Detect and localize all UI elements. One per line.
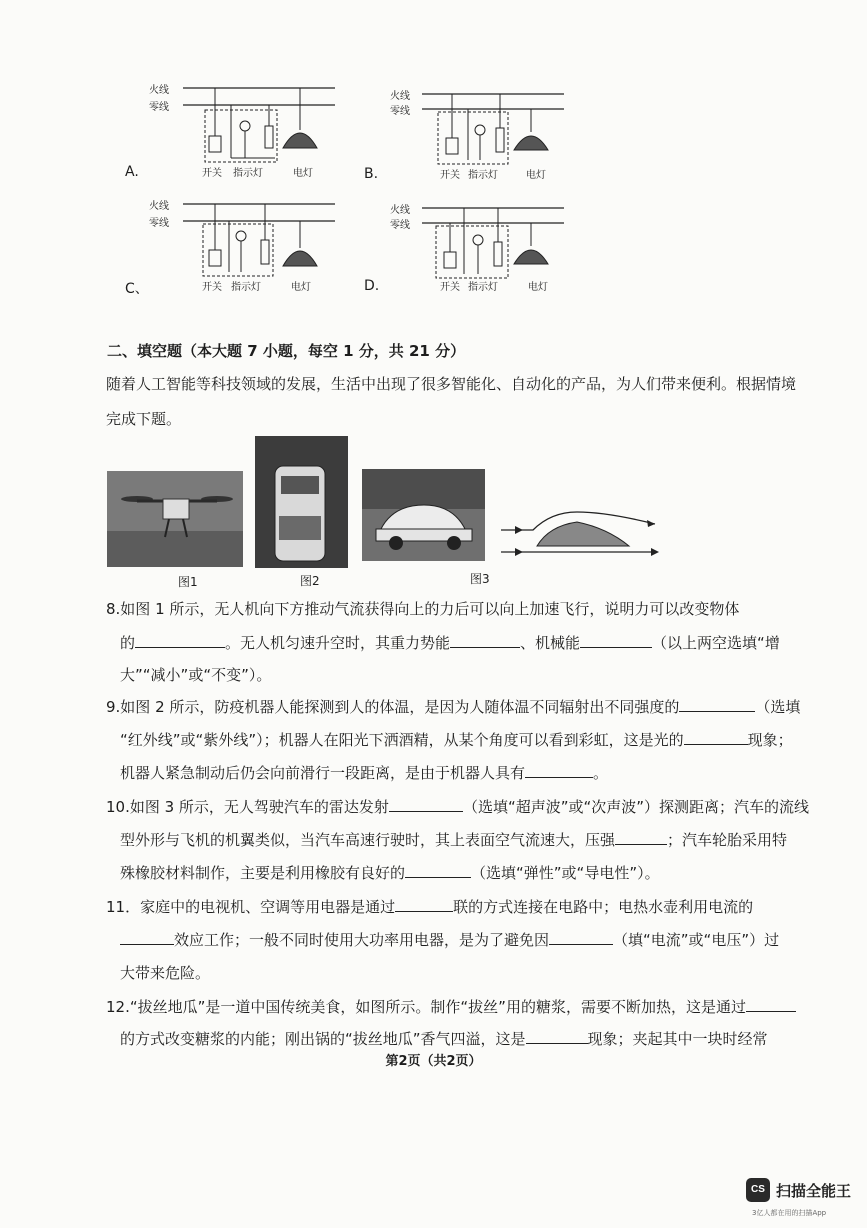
option-letter: D. [364, 278, 380, 294]
question-10-line-1 [106, 796, 809, 817]
text: （选填 [755, 698, 801, 716]
text: 。 [593, 764, 609, 782]
question-9-line-1 [106, 696, 800, 717]
circuit-option-b [364, 84, 574, 182]
question-11-line-3: 大带来危险。 [120, 964, 211, 982]
answer-blank[interactable] [405, 863, 471, 878]
question-12-line-1 [106, 996, 796, 1017]
text: 、机械能 [520, 634, 581, 652]
circuit-option-c [125, 196, 335, 297]
lamp-label: 电灯 [526, 170, 546, 181]
switch-label: 开关 [202, 168, 222, 179]
page-footer: 第2页（共2页） [385, 1054, 482, 1069]
text: （选填“弹性”或“导电性”）。 [471, 864, 660, 882]
text: （选填“超声波”或“次声波”）探测距离；汽车的流线 [462, 798, 810, 816]
text: 11．家庭中的电视机、空调等用电器是通过 [106, 898, 396, 916]
live-wire-label: 火线 [390, 205, 410, 216]
brand-name: 扫描全能王 [776, 1182, 852, 1200]
lamp-label: 电灯 [528, 282, 548, 293]
switch-label: 开关 [440, 282, 460, 293]
answer-blank[interactable] [389, 797, 463, 812]
answer-blank[interactable] [120, 930, 174, 945]
text: （填“电流”或“电压”）过 [613, 931, 780, 949]
text: 机器人紧急制动后仍会向前滑行一段距离，是由于机器人具有 [120, 764, 526, 782]
answer-blank[interactable] [549, 930, 613, 945]
text: 10.如图 3 所示，无人驾驶汽车的雷达发射 [106, 798, 389, 816]
question-8-line-2 [120, 632, 780, 653]
answer-blank[interactable] [526, 1029, 588, 1044]
answer-blank[interactable] [679, 697, 755, 712]
intro-line-1: 随着人工智能等科技领域的发展，生活中出现了很多智能化、自动化的产品，为人们带来便利。根据情境 [106, 375, 797, 393]
question-12-line-2 [120, 1028, 768, 1049]
text: 殊橡胶材料制作，主要是利用橡胶有良好的 [120, 864, 406, 882]
lamp-label: 电灯 [291, 282, 311, 293]
text: 的方式改变糖浆的内能；刚出锅的“拔丝地瓜”香气四溢，这是 [120, 1030, 526, 1048]
neutral-wire-label: 零线 [149, 102, 169, 113]
figure-3-car-photo [362, 469, 485, 561]
neutral-wire-label: 零线 [390, 220, 410, 231]
switch-label: 开关 [440, 170, 460, 181]
text: 12.“拔丝地瓜”是一道中国传统美食，如图所示。制作“拔丝”用的糖浆，需要不断加热，这是通过 [106, 998, 746, 1016]
answer-blank[interactable] [580, 633, 652, 648]
answer-blank[interactable] [684, 730, 748, 745]
question-8-line-3: 大”“减小”或“不变”）。 [120, 666, 272, 684]
question-10-line-3 [120, 862, 660, 883]
brand-tagline: 3亿人都在用的扫描App [752, 1209, 827, 1217]
question-9-line-3 [120, 762, 608, 783]
indicator-label: 指示灯 [231, 282, 261, 293]
text: 。无人机匀速升空时，其重力势能 [225, 634, 451, 652]
text: ；汽车轮胎采用特 [667, 831, 788, 849]
text: 型外形与飞机的机翼类似，当汽车高速行驶时，其上表面空气流速大，压强 [120, 831, 616, 849]
neutral-wire-label: 零线 [149, 218, 169, 229]
option-letter: A. [125, 164, 139, 180]
option-letter: B. [364, 166, 379, 182]
circuit-option-d [364, 198, 574, 293]
answer-blank[interactable] [525, 763, 593, 778]
figure-2-caption: 图2 [300, 574, 320, 588]
cs-logo-icon: CS [746, 1178, 770, 1202]
question-8-line-1: 8.如图 1 所示，无人机向下方推动气流获得向上的力后可以向上加速飞行，说明力可以改变物体 [106, 600, 740, 618]
text: （以上两空选填“增 [652, 634, 780, 652]
figure-1-drone-photo [107, 471, 243, 567]
text: “红外线”或“紫外线”）；机器人在阳光下洒酒精，从某个角度可以看到彩虹，这是光的 [120, 731, 684, 749]
text: 联的方式连接在电路中；电热水壶利用电流的 [453, 898, 754, 916]
indicator-label: 指示灯 [468, 282, 498, 293]
circuit-diagram [125, 196, 335, 291]
neutral-wire-label: 零线 [390, 106, 410, 117]
section-title: 二、填空题（本大题 7 小题，每空 1 分，共 21 分） [107, 342, 466, 360]
indicator-label: 指示灯 [233, 168, 263, 179]
text: 效应工作；一般不同时使用大功率用电器，是为了避免因 [174, 931, 550, 949]
indicator-label: 指示灯 [468, 170, 498, 181]
figure-3-caption: 图3 [470, 572, 490, 586]
question-11-line-2 [120, 929, 779, 950]
figure-2-robot-photo [255, 436, 348, 568]
answer-blank[interactable] [746, 997, 796, 1012]
text: 的 [120, 634, 136, 652]
switch-label: 开关 [202, 282, 222, 293]
circuit-option-a [125, 78, 335, 180]
circuit-diagram [125, 78, 335, 173]
text: 现象； [747, 731, 793, 749]
answer-blank[interactable] [395, 897, 453, 912]
intro-line-2: 完成下题。 [106, 410, 182, 428]
question-11-line-1 [106, 896, 753, 917]
live-wire-label: 火线 [390, 91, 410, 102]
scanner-watermark [746, 1178, 862, 1222]
lamp-label: 电灯 [293, 168, 313, 179]
text: 现象；夹起其中一块时经常 [587, 1030, 768, 1048]
car-icon [362, 469, 485, 561]
question-9-line-2 [120, 729, 793, 750]
text: 9.如图 2 所示，防疫机器人能探测到人的体温，是因为人随体温不同辐射出不同强度的 [106, 698, 680, 716]
circuit-diagram [364, 84, 574, 179]
question-10-line-2 [120, 829, 787, 850]
answer-blank[interactable] [135, 633, 225, 648]
figure-1-caption: 图1 [178, 575, 198, 589]
airflow-diagram [497, 506, 667, 558]
drone-icon [107, 471, 243, 567]
live-wire-label: 火线 [149, 201, 169, 212]
robot-icon [255, 436, 348, 568]
answer-blank[interactable] [615, 830, 667, 845]
answer-blank[interactable] [450, 633, 520, 648]
live-wire-label: 火线 [149, 85, 169, 96]
option-letter: C、 [125, 281, 149, 297]
